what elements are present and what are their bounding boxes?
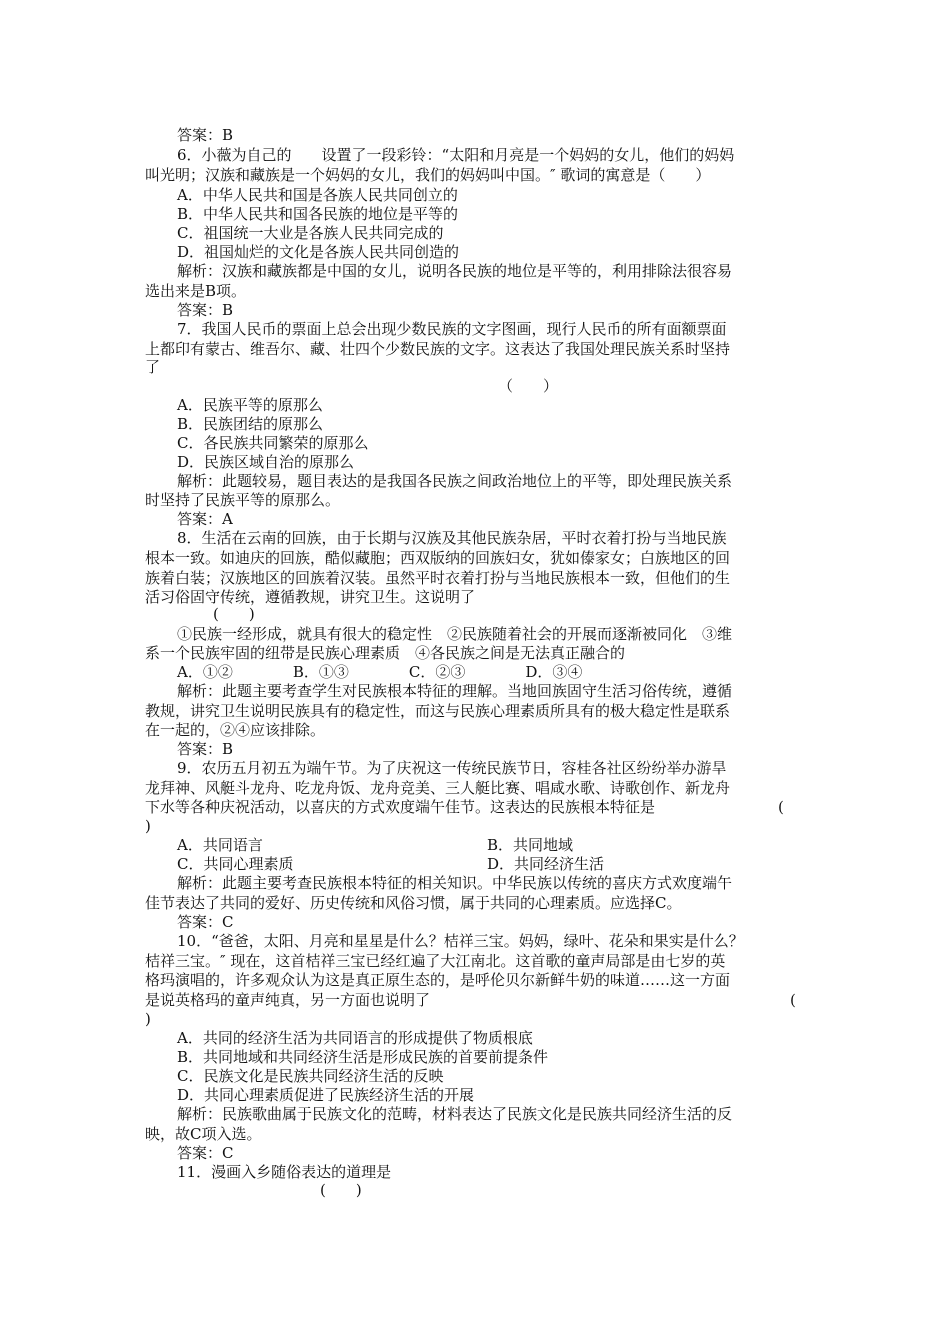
question-11-line-1: 11．漫画入乡随俗表达的道理是: [177, 1163, 392, 1181]
question-10-line-4: 是说英格玛的童声纯真，另一方面也说明了: [145, 991, 431, 1009]
q10-answer-blank-open: (: [790, 991, 796, 1009]
q9-option-d: D．共同经济生活: [487, 855, 605, 873]
q9-analysis-line-2: 佳节表达了共同的爱好、历史传统和风俗习惯，属于共同的心理素质。应选择C。: [145, 894, 682, 912]
q10-answer-blank-close: ): [145, 1010, 151, 1028]
q7-option-d: D．民族区域自治的原那么: [177, 453, 355, 471]
q7-analysis-line-2: 时坚持了民族平等的原那么。: [145, 491, 341, 509]
q8-statements-line-2: 系一个民族牢固的纽带是民族心理素质 ④各民族之间是无法真正融合的: [145, 644, 626, 662]
question-7-line-1: 7．我国人民币的票面上总会出现少数民族的文字图画，现行人民币的所有面额票面: [177, 320, 727, 338]
question-8-line-2: 根本一致。如迪庆的回族，酷似藏胞；西双版纳的回族妇女，犹如傣家女；白族地区的回: [145, 549, 731, 567]
q8-analysis-line-3: 在一起的，②④应该排除。: [145, 721, 326, 739]
q10-analysis-line-1: 解析：民族歌曲属于民族文化的范畴，材料表达了民族文化是民族共同经济生活的反: [177, 1105, 733, 1123]
q9-answer-blank-close: ): [145, 817, 151, 835]
q9-option-a: A．共同语言: [177, 836, 263, 854]
answer-5: 答案：B: [177, 126, 234, 144]
q7-option-a: A．民族平等的原那么: [177, 396, 323, 414]
question-9-line-2: 龙拜神、风艇斗龙舟、吃龙舟饭、龙舟竞美、三人艇比赛、唱咸水歌、诗歌创作、新龙舟: [145, 779, 731, 797]
q8-statements-line-1: ①民族一经形成，就具有很大的稳定性 ②民族随着社会的开展而逐渐被同化 ③维: [177, 625, 733, 643]
q8-options: A．①② B．①③ C．②③ D．③④: [177, 663, 583, 681]
question-6-line-1: 6．小薇为自己的 设置了一段彩铃：“太阳和月亮是一个妈妈的女儿，他们的妈妈: [177, 146, 735, 164]
q7-analysis-line-1: 解析：此题较易，题目表达的是我国各民族之间政治地位上的平等，即处理民族关系: [177, 472, 733, 490]
question-10-line-1: 10．“爸爸，太阳、月亮和星星是什么？桔祥三宝。妈妈，绿叶、花朵和果实是什么？: [177, 932, 744, 950]
question-8-line-4: 活习俗固守传统，遵循教规，讲究卫生。这说明了: [145, 588, 476, 606]
question-8-line-1: 8．生活在云南的回族，由于长期与汉族及其他民族杂居，平时衣着打扮与当地民族: [177, 529, 727, 547]
q9-answer-blank-open: (: [778, 798, 784, 816]
question-9-line-1: 9．农历五月初五为端午节。为了庆祝这一传统民族节日，容桂各社区纷纷举办游旱: [177, 759, 727, 777]
answer-8: 答案：B: [177, 740, 234, 758]
q6-option-b: B．中华人民共和国各民族的地位是平等的: [177, 205, 459, 223]
q10-option-a: A．共同的经济生活为共同语言的形成提供了物质根底: [177, 1029, 533, 1047]
question-7-line-2: 上都印有蒙古、维吾尔、藏、壮四个少数民族的文字。这表达了我国处理民族关系时坚持: [145, 340, 731, 358]
question-10-line-2: 桔祥三宝。″ 现在，这首桔祥三宝已经红遍了大江南北。这首歌的童声局部是由七岁的英: [145, 952, 726, 970]
q10-option-c: C．民族文化是民族共同经济生活的反映: [177, 1067, 444, 1085]
answer-10: 答案：C: [177, 1144, 234, 1162]
answer-9: 答案：C: [177, 913, 234, 931]
q11-answer-blank: ( ): [320, 1181, 362, 1199]
q7-option-c: C．各民族共同繁荣的原那么: [177, 434, 369, 452]
question-6-line-2: 叫光明；汉族和藏族是一个妈妈的女儿，我们的妈妈叫中国。″ 歌词的寓意是（ ）: [145, 166, 711, 184]
q9-analysis-line-1: 解析：此题主要考查民族根本特征的相关知识。中华民族以传统的喜庆方式欢度端午: [177, 874, 733, 892]
q10-option-d: D．共同心理素质促进了民族经济生活的开展: [177, 1086, 475, 1104]
q9-option-c: C．共同心理素质: [177, 855, 294, 873]
answer-6: 答案：B: [177, 301, 234, 319]
q9-option-b: B．共同地域: [487, 836, 574, 854]
question-10-line-3: 格玛演唱的，许多观众认为这是真正原生态的，是呼伦贝尔新鲜牛奶的味道……这一方面: [145, 971, 731, 989]
q6-analysis-line-2: 选出来是B项。: [145, 282, 247, 300]
q6-option-d: D．祖国灿烂的文化是各族人民共同创造的: [177, 243, 460, 261]
q6-option-a: A．中华人民共和国是各族人民共同创立的: [177, 186, 458, 204]
q8-analysis-line-2: 教规，讲究卫生说明民族具有的稳定性，而这与民族心理素质所具有的极大稳定性是联系: [145, 702, 731, 720]
q8-answer-blank: ( ): [213, 605, 255, 623]
answer-7: 答案：A: [177, 510, 233, 528]
q10-option-b: B．共同地域和共同经济生活是形成民族的首要前提条件: [177, 1048, 549, 1066]
q6-analysis-line-1: 解析：汉族和藏族都是中国的女儿，说明各民族的地位是平等的，利用排除法很容易: [177, 262, 733, 280]
q6-option-c: C．祖国统一大业是各族人民共同完成的: [177, 224, 444, 242]
q7-answer-blank: （ ）: [498, 377, 559, 395]
q10-analysis-line-2: 映，故C项入选。: [145, 1125, 262, 1143]
question-9-line-3: 下水等各种庆祝活动，以喜庆的方式欢度端午佳节。这表达的民族根本特征是: [145, 798, 656, 816]
question-8-line-3: 族着白装；汉族地区的回族着汉装。虽然平时衣着打扮与当地民族根本一致，但他们的生: [145, 569, 731, 587]
question-7-line-3: 了: [145, 358, 161, 376]
q7-option-b: B．民族团结的原那么: [177, 415, 324, 433]
q8-analysis-line-1: 解析：此题主要考查学生对民族根本特征的理解。当地回族固守生活习俗传统，遵循: [177, 682, 733, 700]
